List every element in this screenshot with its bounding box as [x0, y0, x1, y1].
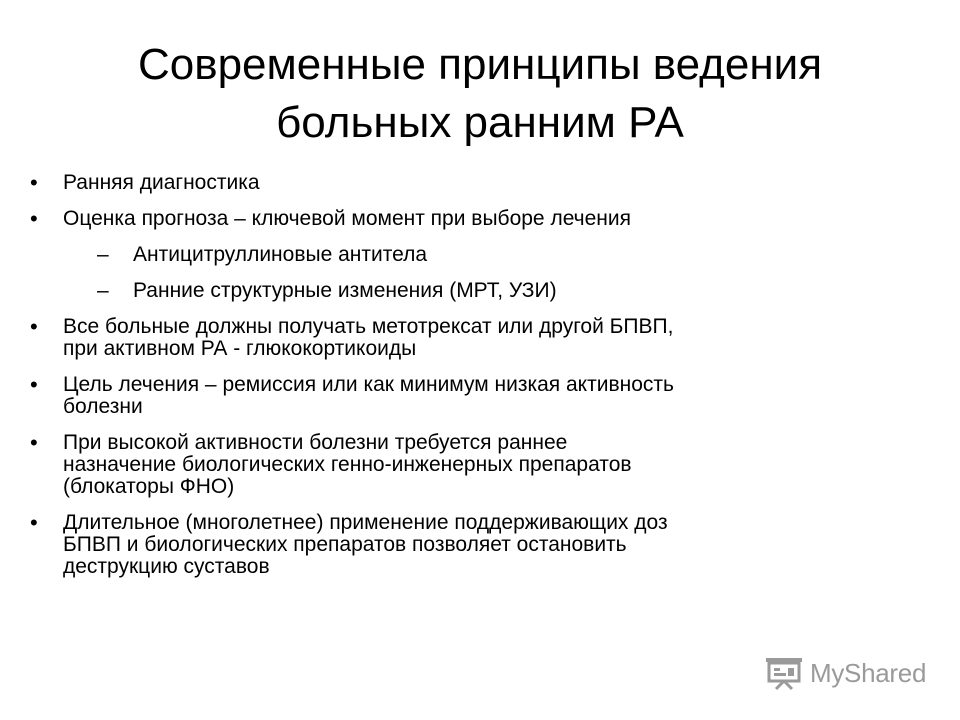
- bullet-text-line: БПВП и биологических препаратов позволяет остановить: [63, 533, 627, 556]
- bullet-mark: •: [30, 372, 38, 397]
- bullet-item: [30, 172, 930, 194]
- bullet-text-line: деструкцию суставов: [63, 555, 270, 578]
- slide-title-line-1: Современные принципы ведения: [137, 40, 823, 89]
- bullet-text: Оценка прогноза – ключевой момент при выборе лечения: [63, 207, 632, 230]
- bullet-item: [30, 512, 930, 578]
- sub-bullet-item: [30, 244, 930, 266]
- bullet-mark: •: [30, 206, 38, 231]
- bullet-text-line: болезни: [63, 395, 143, 418]
- watermark-logo[interactable]: [764, 655, 926, 691]
- bullet-mark: •: [30, 430, 38, 455]
- sub-bullet-text: Антицитруллиновые антитела: [133, 243, 428, 266]
- watermark-logo-text: MyShared: [810, 657, 927, 688]
- sub-bullet-item: [30, 280, 930, 302]
- bullet-text: Ранняя диагностика: [63, 171, 260, 194]
- bullet-text-line: Длительное (многолетнее) применение поддерживающих доз: [63, 511, 668, 534]
- presentation-board-icon: [764, 655, 804, 691]
- bullet-mark: •: [30, 510, 38, 535]
- slide-title: [40, 36, 920, 152]
- sub-bullet-mark: –: [97, 243, 109, 266]
- bullet-text-line: Цель лечения – ремиссия или как минимум низкая активность: [63, 373, 674, 396]
- bullet-item: [30, 374, 930, 418]
- bullet-text-line: назначение биологических генно-инженерных препаратов: [63, 453, 632, 476]
- slide-title-line-2: больных ранним РА: [276, 98, 684, 147]
- sub-bullet-mark: –: [97, 279, 109, 302]
- sub-bullet-text: Ранние структурные изменения (МРТ, УЗИ): [133, 279, 557, 302]
- bullet-text-line: при активном РА - глюкокортикоиды: [63, 337, 417, 360]
- bullet-mark: •: [30, 170, 38, 195]
- bullet-item: [30, 208, 930, 230]
- bullet-item: [30, 316, 930, 360]
- bullet-text-line: При высокой активности болезни требуется раннее: [63, 431, 568, 454]
- bullet-item: [30, 432, 930, 498]
- bullet-list: [30, 172, 930, 592]
- bullet-mark: •: [30, 314, 38, 339]
- bullet-text-line: Все больные должны получать метотрексат или другой БПВП,: [63, 315, 674, 338]
- bullet-text-line: (блокаторы ФНО): [63, 475, 235, 498]
